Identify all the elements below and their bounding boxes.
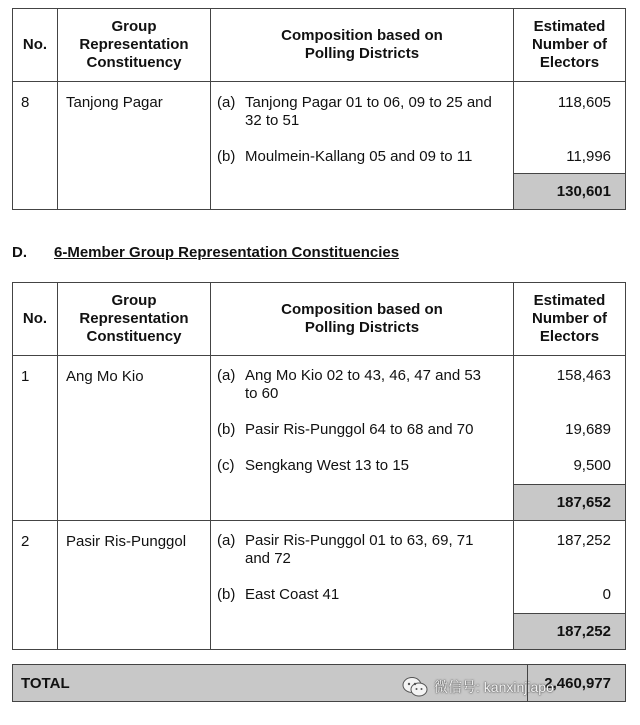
wechat-icon — [402, 676, 428, 698]
elector-count: 0 — [602, 586, 611, 603]
composition-item: (a) Pasir Ris-Punggol 01 to 63, 69, 71 and 72 — [217, 532, 474, 567]
composition-cell — [211, 82, 514, 209]
section-title: 6-Member Group Representation Constituencies — [54, 244, 400, 261]
header-no: No. — [13, 283, 58, 355]
watermark-text: 微信号: kanxinjiapo — [434, 679, 554, 695]
grc-name: Ang Mo Kio — [58, 356, 211, 520]
grc-name: Tanjong Pagar — [58, 82, 211, 209]
table-grc-6-member — [12, 282, 626, 650]
subtotal: 187,252 — [514, 613, 625, 649]
composition-item: (c) Sengkang West 13 to 15 — [217, 457, 410, 474]
composition-cell — [211, 356, 514, 520]
header-composition: Composition based on Polling Districts — [211, 9, 514, 81]
composition-cell — [211, 521, 514, 649]
section-letter: D. — [12, 244, 27, 261]
row-number: 1 — [13, 356, 58, 520]
header-estimated: Estimated Number of Electors — [532, 18, 607, 71]
total-label: TOTAL — [21, 674, 70, 692]
table-header — [13, 283, 625, 356]
table-grc-5-member — [12, 8, 626, 210]
estimated-cell — [514, 521, 625, 649]
watermark — [402, 676, 554, 698]
composition-item: (b) Moulmein-Kallang 05 and 09 to 11 — [217, 148, 473, 165]
table-row — [13, 521, 625, 649]
grc-name: Pasir Ris-Punggol — [58, 521, 211, 649]
header-estimated: Estimated Number of Electors — [532, 292, 607, 345]
estimated-cell — [514, 356, 625, 520]
table-row — [13, 82, 625, 209]
estimated-cell — [514, 82, 625, 209]
header-grc: Group Representation Constituency — [58, 283, 211, 355]
elector-count: 118,605 — [557, 94, 611, 111]
composition-item: (a) Ang Mo Kio 02 to 43, 46, 47 and 53 to 60 — [217, 367, 482, 402]
elector-count: 187,252 — [556, 532, 611, 549]
composition-item: (b) East Coast 41 — [217, 586, 340, 603]
composition-item: (b) Pasir Ris-Punggol 64 to 68 and 70 — [217, 421, 474, 438]
table-header — [13, 9, 625, 82]
elector-count: 9,500 — [573, 457, 611, 474]
row-number: 8 — [13, 82, 58, 209]
subtotal: 187,652 — [514, 484, 625, 520]
elector-count: 19,689 — [565, 421, 611, 438]
header-composition: Composition based on Polling Districts — [211, 283, 514, 355]
section-heading — [12, 244, 399, 261]
elector-count: 11,996 — [566, 148, 611, 165]
header-no: No. — [13, 9, 58, 81]
composition-item: (a) Tanjong Pagar 01 to 06, 09 to 25 and 32 to 51 — [217, 94, 492, 129]
subtotal: 130,601 — [514, 173, 625, 209]
table-row — [13, 356, 625, 521]
header-grc: Group Representation Constituency — [58, 9, 211, 81]
elector-count: 158,463 — [556, 367, 611, 384]
total-value: 2,460,977 — [544, 674, 611, 692]
row-number: 2 — [13, 521, 58, 649]
